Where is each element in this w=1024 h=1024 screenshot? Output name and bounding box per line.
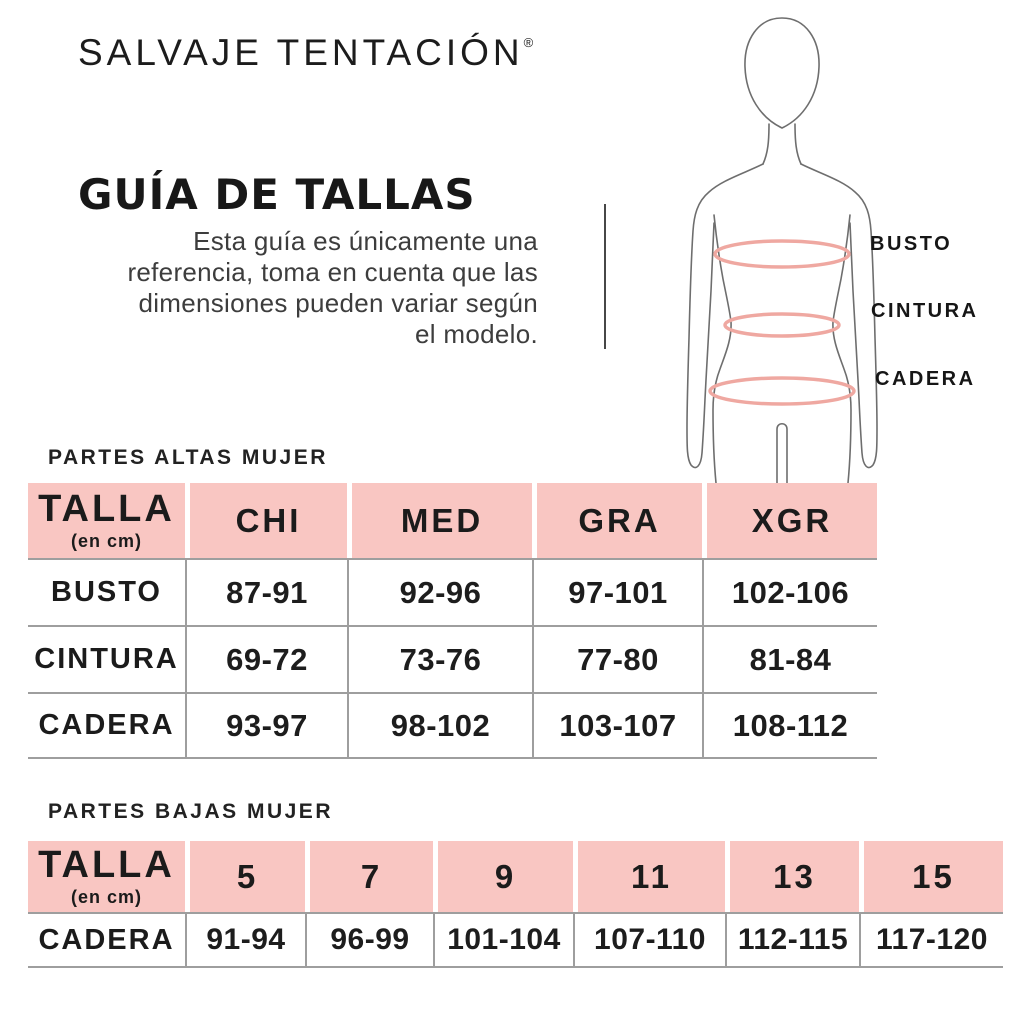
size-range-cell: 69-72 (185, 627, 347, 692)
size-range-cell: 73-76 (347, 627, 532, 692)
size-range-cell: 108-112 (702, 694, 877, 757)
table-header-row (28, 841, 1003, 912)
section-label-bottoms: PARTES BAJAS MUJER (48, 800, 333, 823)
table-row-cadera (28, 692, 877, 759)
talla-label: TALLA (38, 487, 175, 530)
size-column-header-xgr: XGR (702, 483, 877, 558)
size-range-cell: 87-91 (185, 560, 347, 625)
size-column-header-med: MED (347, 483, 532, 558)
registered-trademark-symbol: ® (523, 35, 534, 50)
size-range-cell: 102-106 (702, 560, 877, 625)
row-label-cell: BUSTO (51, 576, 162, 608)
intro-line: referencia, toma en cuenta que las (127, 257, 538, 287)
table-row-busto (28, 558, 877, 625)
talla-header-cell (28, 483, 185, 558)
table-row-cadera (28, 912, 1003, 968)
size-range-cell: 77-80 (532, 627, 702, 692)
hip-measure-line (710, 378, 854, 404)
table-row-cintura (28, 625, 877, 692)
size-range-cell: 96-99 (305, 914, 433, 966)
size-column-header-15: 15 (859, 841, 1003, 912)
size-table-bottoms (28, 841, 1003, 968)
woman-figure-illustration (575, 3, 1024, 483)
talla-unit-label: (en cm) (70, 530, 142, 551)
brand-name: SALVAJE TENTACIÓN (78, 32, 524, 73)
bust-measure-line (715, 241, 849, 267)
size-range-cell: 93-97 (185, 694, 347, 757)
size-column-header-9: 9 (433, 841, 573, 912)
row-label-cell: CINTURA (34, 643, 179, 675)
size-range-cell: 98-102 (347, 694, 532, 757)
intro-line: dimensiones pueden variar según (138, 288, 538, 318)
size-column-header-11: 11 (573, 841, 725, 912)
size-range-cell: 81-84 (702, 627, 877, 692)
size-range-cell: 101-104 (433, 914, 573, 966)
page-title: GUÍA DE TALLAS (78, 170, 476, 219)
size-range-cell: 97-101 (532, 560, 702, 625)
size-range-cell: 103-107 (532, 694, 702, 757)
size-column-header-gra: GRA (532, 483, 702, 558)
waist-measure-line (725, 314, 839, 336)
size-range-cell: 117-120 (859, 914, 1003, 966)
brand-logo (78, 32, 533, 74)
intro-line: el modelo. (415, 319, 538, 349)
measurement-label-cadera: CADERA (875, 368, 976, 390)
size-column-header-chi: CHI (185, 483, 347, 558)
intro-paragraph (30, 226, 538, 350)
size-column-header-5: 5 (185, 841, 305, 912)
talla-header-cell (28, 841, 185, 912)
row-label-cell: CADERA (38, 923, 175, 956)
row-label-cell: CADERA (38, 709, 175, 741)
size-column-header-7: 7 (305, 841, 433, 912)
talla-label: TALLA (38, 843, 175, 886)
intro-line: Esta guía es únicamente una (193, 226, 538, 256)
size-range-cell: 91-94 (185, 914, 305, 966)
size-range-cell: 92-96 (347, 560, 532, 625)
talla-unit-label: (en cm) (70, 886, 142, 907)
size-range-cell: 112-115 (725, 914, 859, 966)
size-column-header-13: 13 (725, 841, 859, 912)
section-label-tops: PARTES ALTAS MUJER (48, 446, 328, 469)
size-range-cell: 107-110 (573, 914, 725, 966)
table-header-row (28, 483, 877, 558)
size-table-tops (28, 483, 877, 759)
measurement-label-cintura: CINTURA (871, 300, 979, 322)
measurement-label-busto: BUSTO (870, 233, 953, 255)
